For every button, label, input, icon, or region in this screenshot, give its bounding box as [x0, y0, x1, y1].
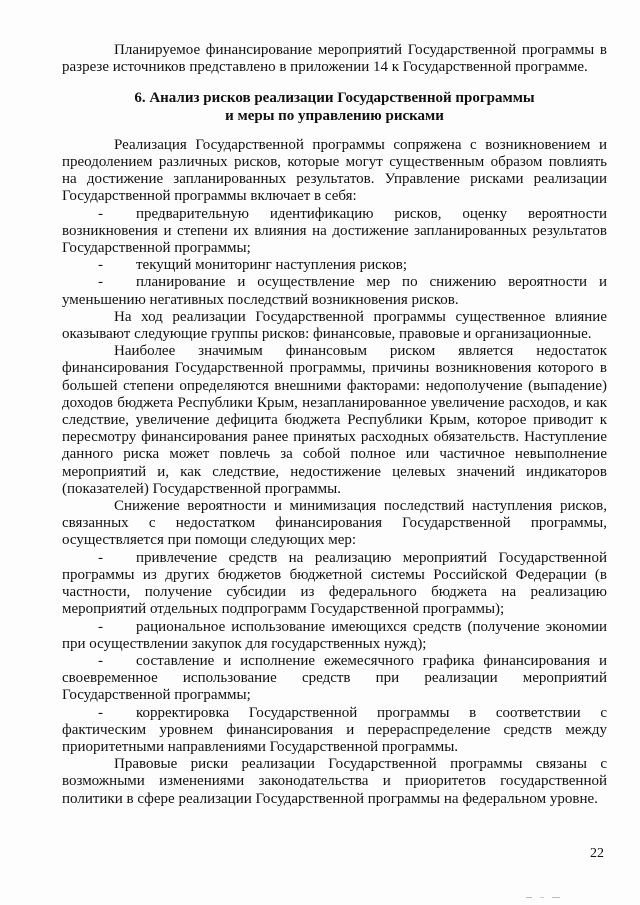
- list-item: [62, 206, 607, 258]
- list-item: [62, 257, 607, 274]
- paragraph-financial-risk: Наиболее значимым финансовым риском является недостаток финансирования Государственной программы, причины возникновения которого в большей степени определяются внешними факторами: недополучение (выпадение) доходов бюджета Республики Крым, незапланированное увеличение расходов, и как следствие, увеличение дефицита бюджета Республики Крым, которое приводит к пересмотру финансирования ранее принятых расходных обязательств. Наступление данного риска может повлечь за собой полное или частичное невыполнение мероприятий и, как следствие, недостижение целевых значений индикаторов (показателей) Государственной программы.: [62, 343, 607, 497]
- page-number: 22: [590, 846, 604, 861]
- intro-paragraph: Планируемое финансирование мероприятий Государственной программы в разрезе источников представлено в приложении 14 к Государственной программе.: [62, 42, 607, 76]
- list-item-text: рациональное использование имеющихся средств (получение экономии при осуществлении закупок для государственных нужд);: [62, 618, 607, 652]
- section-heading: [62, 90, 607, 124]
- list-item-text: привлечение средств на реализацию мероприятий Государственной программы из других бюджетов бюджетной системы Российской Федерации (в частности, получение субсидии из федерального бюджета на реализацию мероприятий отдельных подпрограмм Государственной программы);: [62, 549, 607, 618]
- section-heading-line-1: 6. Анализ рисков реализации Государственной программы: [134, 90, 535, 107]
- list-item-text: планирование и осуществление мер по снижению вероятности и уменьшению негативных последствий возникновения рисков.: [62, 274, 607, 308]
- list-item: [62, 619, 607, 653]
- list-dash: -: [98, 652, 103, 669]
- paragraph-mitigation: Снижение вероятности и минимизация последствий наступления рисков, связанных с недостатком финансирования Государственной программы, осуществляется при помощи следующих мер:: [62, 498, 607, 549]
- list-dash: -: [98, 549, 103, 566]
- list-item-text: текущий мониторинг наступления рисков;: [136, 257, 408, 274]
- list-item-text: корректировка Государственной программы в соответствии с фактическим уровнем финансирования и перераспределение средств между приоритетными направлениями Государственной программы.: [62, 704, 607, 755]
- paragraph-risk-management: Реализация Государственной программы сопряжена с возникновением и преодолением различных рисков, которые могут существенным образом повлиять на достижение запланированных результатов. Управление рисками реализации Государственной программы включает в себя:: [62, 136, 607, 205]
- list-item: [62, 274, 607, 308]
- scan-specks: [526, 896, 586, 899]
- list-dash: -: [98, 618, 103, 635]
- paragraph-legal-risks: Правовые риски реализации Государственной программы связаны с возможными изменениями законодательства и приоритетов государственной политики в сфере реализации Государственной программы на федеральном уровне.: [62, 756, 607, 807]
- list-dash: -: [98, 274, 103, 291]
- list-item: [62, 705, 607, 757]
- list-item: [62, 653, 607, 705]
- paragraph-risk-groups: На ход реализации Государственной программы существенное влияние оказывают следующие группы рисков: финансовые, правовые и организационные.: [62, 308, 607, 343]
- page-body: [62, 42, 607, 808]
- section-heading-line-2: и меры по управлению рисками: [225, 107, 444, 124]
- list-dash: -: [98, 257, 103, 274]
- list-item: [62, 550, 607, 619]
- list-dash: -: [98, 704, 103, 721]
- list-item-text: предварительную идентификацию рисков, оценку вероятности возникновения и степени их влияния на достижение запланированных результатов Государственной программы;: [62, 205, 607, 257]
- list-item-text: составление и исполнение ежемесячного графика финансирования и своевременное использование средств при реализации мероприятий Государственной программы;: [62, 652, 607, 704]
- list-dash: -: [98, 205, 103, 222]
